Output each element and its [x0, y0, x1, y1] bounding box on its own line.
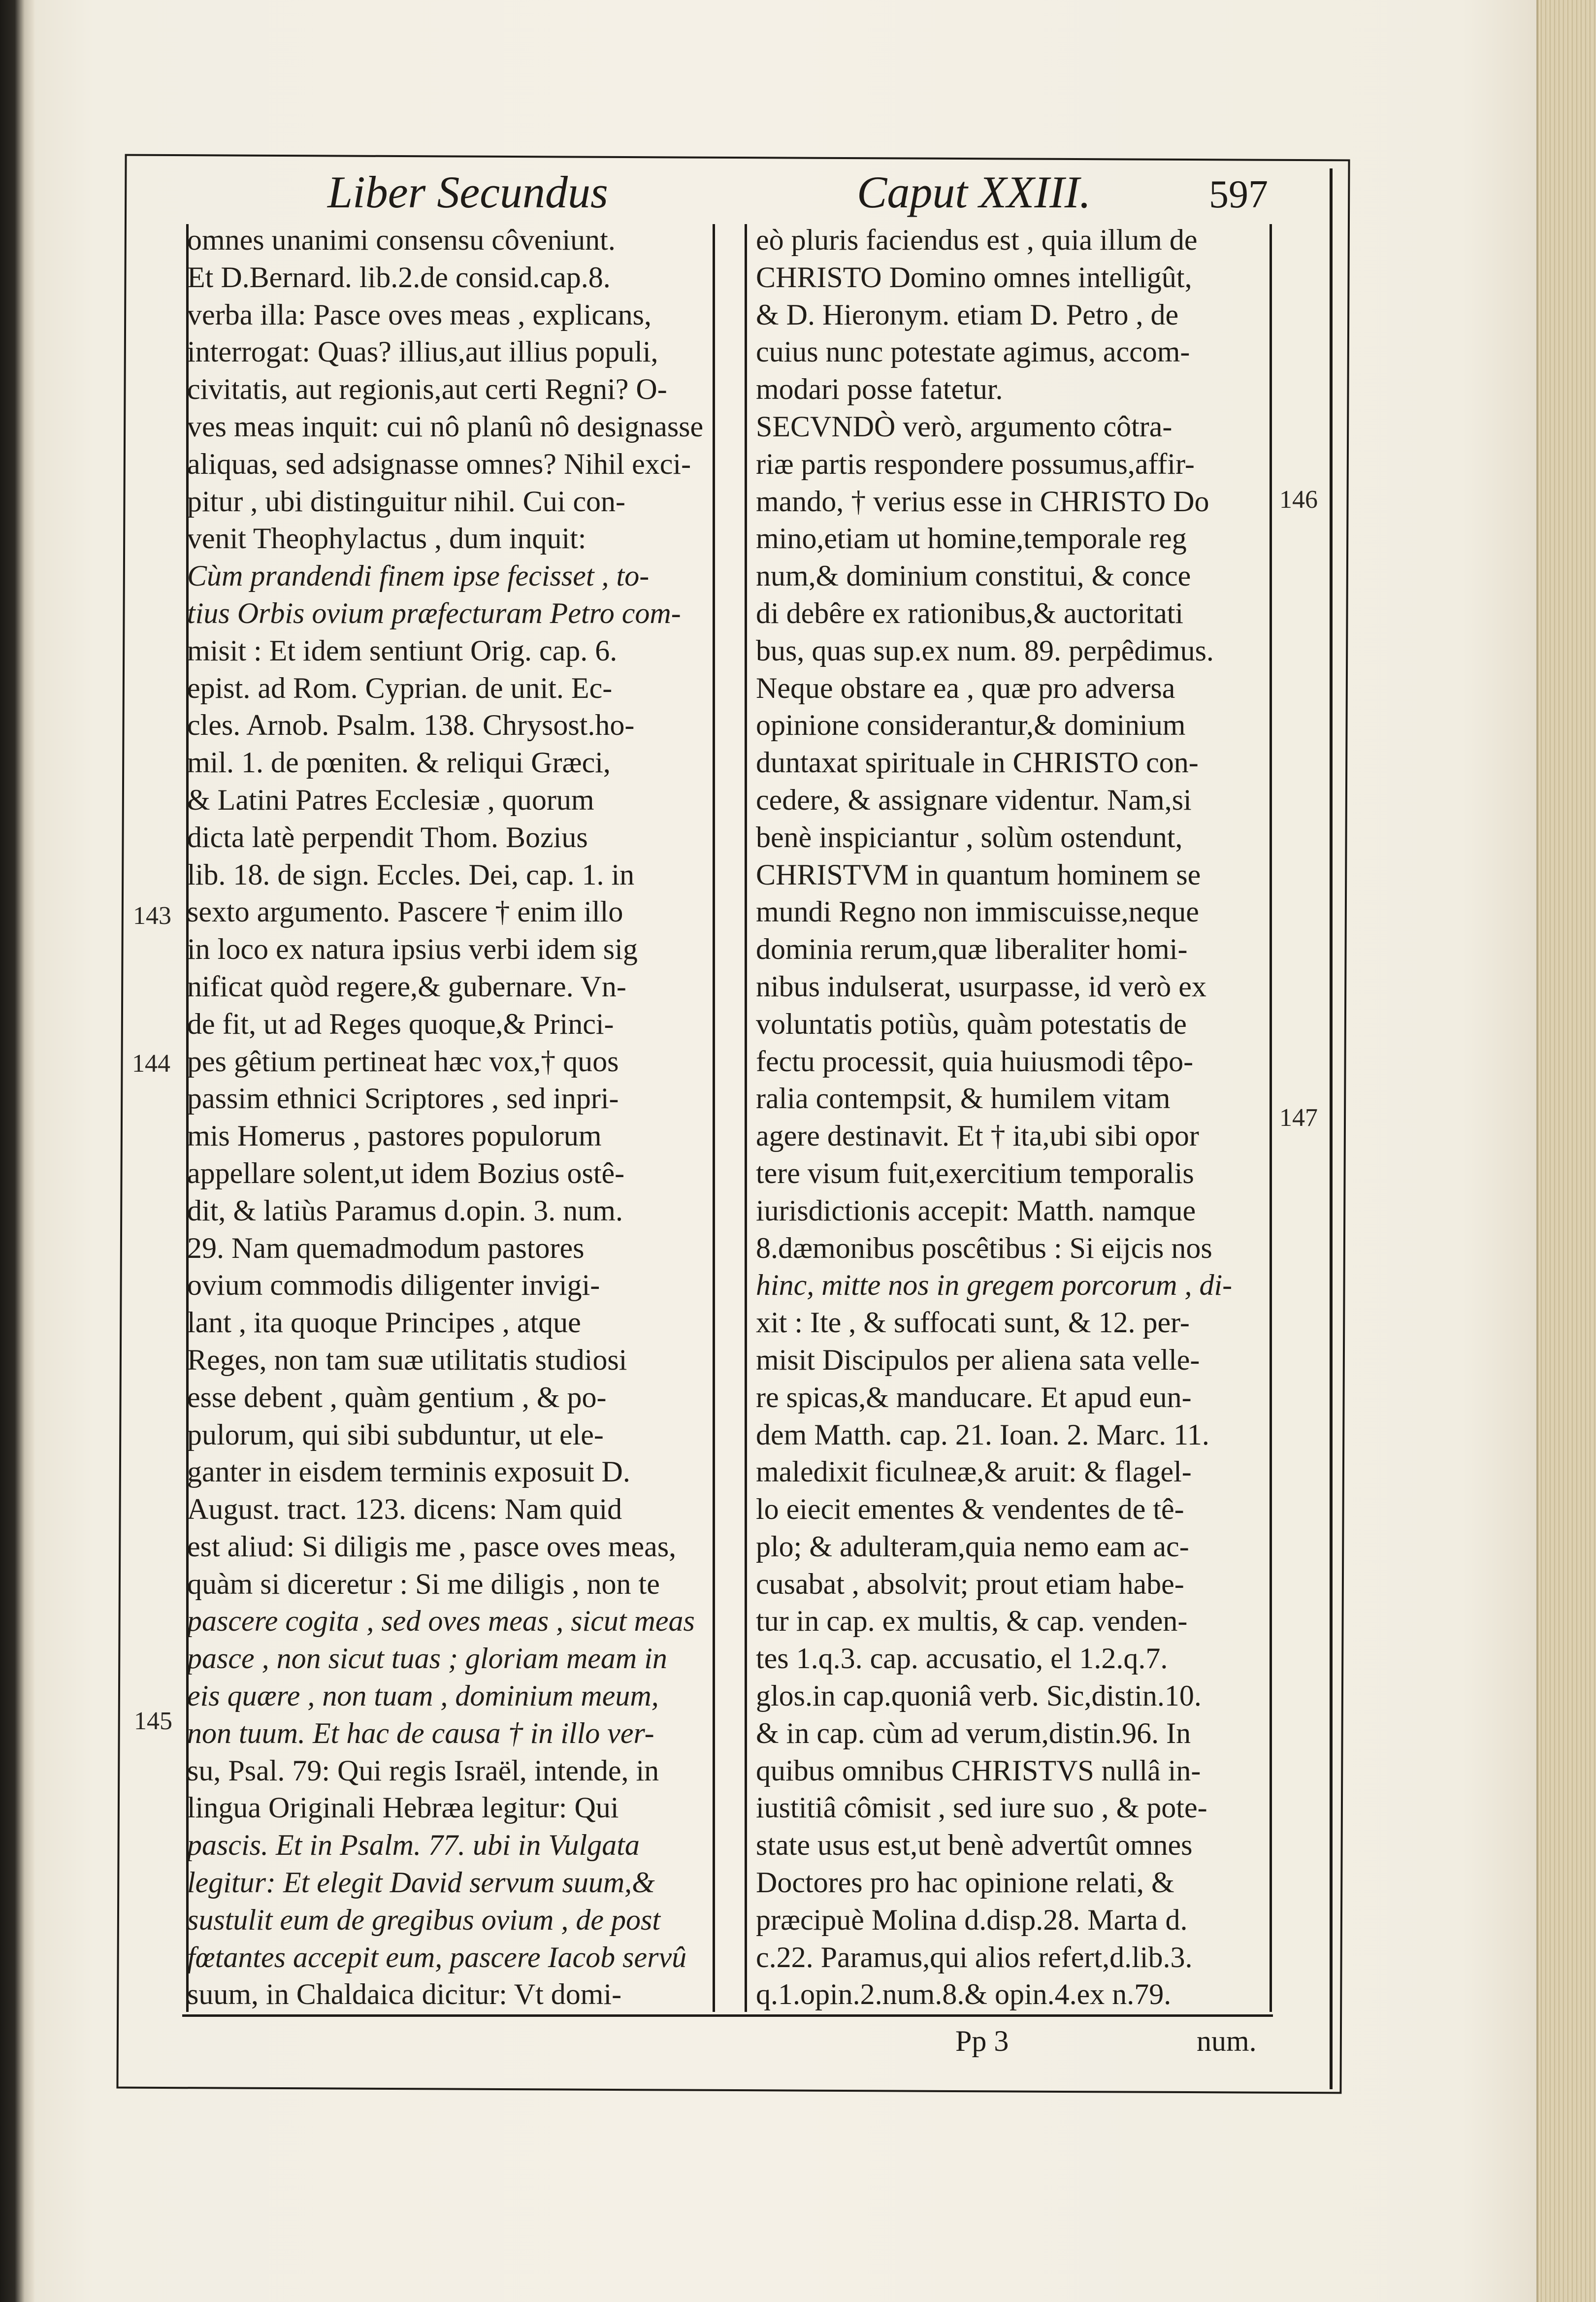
- margin-number: 145: [134, 1707, 172, 1735]
- text-line: suum, in Chaldaica dicitur: Vt domi-: [187, 1978, 622, 2011]
- text-line: lib. 18. de sign. Eccles. Dei, cap. 1. in: [187, 858, 635, 891]
- text-line: ves meas inquit: cui nô planû nô designasse: [187, 410, 704, 443]
- text-line: hinc, mitte nos in gregem porcorum , di-: [756, 1269, 1233, 1302]
- text-line: de fit, ut ad Reges quoque,& Princi-: [187, 1007, 614, 1040]
- text-line: & Latini Patres Ecclesiæ , quorum: [187, 783, 594, 816]
- column-divider-rule: [713, 224, 715, 2012]
- text-line: pulorum, qui sibi subduntur, ut ele-: [187, 1418, 604, 1451]
- text-line: re spicas,& manducare. Et apud eun-: [756, 1381, 1192, 1414]
- catchword: num.: [1197, 2025, 1257, 2057]
- text-line: tes 1.q.3. cap. accusatio, el 1.2.q.7.: [756, 1642, 1168, 1675]
- text-line: mis Homerus , pastores populorum: [187, 1119, 602, 1152]
- text-line: mundi Regno non immiscuisse,neque: [756, 895, 1199, 928]
- text-line: num,& dominium constitui, & conce: [756, 559, 1191, 592]
- text-line: maledixit ficulneæ,& aruit: & flagel-: [756, 1455, 1192, 1488]
- text-line: modari posse fatetur.: [756, 373, 1003, 406]
- text-line: quibus omnibus CHRISTVS nullâ in-: [756, 1754, 1201, 1787]
- text-line: dit, & latiùs Paramus d.opin. 3. num.: [187, 1194, 623, 1227]
- text-line: su, Psal. 79: Qui regis Israël, intende, in: [187, 1754, 659, 1787]
- text-line: venit Theophylactus , dum inquit:: [187, 522, 586, 555]
- column-divider-rule-2: [745, 224, 747, 2012]
- text-line: plo; & adulteram,quia nemo eam ac-: [756, 1530, 1189, 1563]
- text-line: nificat quòd regere,& gubernare. Vn-: [187, 970, 626, 1003]
- bottom-rule: [182, 2014, 1273, 2017]
- text-line: 29. Nam quemadmodum pastores: [187, 1231, 585, 1264]
- text-line: tius Orbis ovium præfecturam Petro com-: [187, 596, 681, 629]
- text-line: pasce , non sicut tuas ; gloriam meam in: [187, 1642, 667, 1675]
- text-line: & in cap. cùm ad verum,distin.96. In: [756, 1716, 1191, 1749]
- text-line: CHRISTVM in quantum hominem se: [756, 858, 1201, 891]
- page-number: 597: [1209, 173, 1268, 216]
- text-line: & D. Hieronym. etiam D. Petro , de: [756, 298, 1179, 331]
- text-line: aliquas, sed adsignasse omnes? Nihil exci-: [187, 447, 691, 480]
- text-line: pascis. Et in Psalm. 77. ubi in Vulgata: [187, 1829, 640, 1862]
- text-line: cusabat , absolvit; prout etiam habe-: [756, 1567, 1184, 1600]
- text-line: dominia rerum,quæ liberaliter homi-: [756, 933, 1188, 966]
- text-line: dicta latè perpendit Thom. Bozius: [187, 821, 588, 854]
- text-line: opinione considerantur,& dominium: [756, 709, 1186, 742]
- text-line: misit : Et idem sentiunt Orig. cap. 6.: [187, 634, 618, 667]
- text-line: pitur , ubi distinguitur nihil. Cui con-: [187, 485, 625, 518]
- left-text-column: [187, 222, 704, 2014]
- text-line: appellare solent,ut idem Bozius ostê-: [187, 1156, 625, 1189]
- text-line: di debêre ex rationibus,& auctoritati: [756, 596, 1184, 629]
- text-line: CHRISTO Domino omnes intelligût,: [756, 261, 1192, 294]
- text-line: in loco ex natura ipsius verbi idem sig: [187, 933, 638, 966]
- text-line: verba illa: Pasce oves meas , explicans,: [187, 298, 652, 331]
- text-line: xit : Ite , & suffocati sunt, & 12. per-: [756, 1306, 1190, 1339]
- text-line: fectu processit, quia huiusmodi têpo-: [756, 1045, 1194, 1078]
- text-line: dem Matth. cap. 21. Ioan. 2. Marc. 11.: [756, 1418, 1209, 1451]
- text-line: Cùm prandendi finem ipse fecisset , to-: [187, 559, 650, 592]
- text-line: voluntatis potiùs, quàm potestatis de: [756, 1007, 1187, 1040]
- text-line: lant , ita quoque Principes , atque: [187, 1306, 581, 1339]
- text-line: agere destinavit. Et † ita,ubi sibi opor: [756, 1119, 1199, 1152]
- text-line: q.1.opin.2.num.8.& opin.4.ex n.79.: [756, 1978, 1172, 2011]
- text-line: ganter in eisdem terminis exposuit D.: [187, 1455, 630, 1488]
- text-line: eis quære , non tuam , dominium meum,: [187, 1679, 659, 1712]
- text-line: eò pluris faciendus est , quia illum de: [756, 224, 1198, 256]
- signature-mark: Pp 3: [955, 2025, 1009, 2057]
- text-line: interrogat: Quas? illius,aut illius populi,: [187, 335, 658, 368]
- text-line: sustulit eum de gregibus ovium , de post: [187, 1903, 661, 1936]
- text-line: tur in cap. ex multis, & cap. venden-: [756, 1605, 1188, 1638]
- text-line: mando, † verius esse in CHRISTO Do: [756, 485, 1209, 518]
- text-line: Neque obstare ea , quæ pro adversa: [756, 671, 1175, 704]
- text-line: cedere, & assignare videntur. Nam,si: [756, 783, 1192, 816]
- text-line: ovium commodis diligenter invigi-: [187, 1269, 600, 1302]
- text-line: sexto argumento. Pascere † enim illo: [187, 895, 623, 928]
- right-column-rule: [1270, 224, 1272, 2012]
- text-line: esse debent , quàm gentium , & po-: [187, 1381, 607, 1414]
- text-line: mino,etiam ut homine,temporale reg: [756, 522, 1187, 555]
- running-head-left: Liber Secundus: [327, 167, 608, 217]
- running-head-right: Caput XXIII.: [857, 167, 1091, 217]
- text-line: ralia contempsit, & humilem vitam: [756, 1082, 1171, 1115]
- text-line: cles. Arnob. Psalm. 138. Chrysost.ho-: [187, 709, 635, 742]
- text-line: pascere cogita , sed oves meas , sicut meas: [187, 1605, 695, 1638]
- text-line: riæ partis respondere possumus,affir-: [756, 447, 1195, 480]
- text-line: non tuum. Et hac de causa † in illo ver-: [187, 1716, 654, 1749]
- margin-number: 144: [132, 1050, 170, 1078]
- text-line: August. tract. 123. dicens: Nam quid: [187, 1493, 622, 1526]
- right-text-column: [756, 222, 1268, 2014]
- text-line: lo eiecit ementes & vendentes de tê-: [756, 1493, 1184, 1526]
- text-line: Et D.Bernard. lib.2.de consid.cap.8.: [187, 261, 611, 294]
- text-line: bus, quas sup.ex num. 89. perpêdimus.: [756, 634, 1214, 667]
- text-line: lingua Originali Hebræa legitur: Qui: [187, 1791, 619, 1824]
- text-line: benè inspiciantur , solùm ostendunt,: [756, 821, 1183, 854]
- text-line: omnes unanimi consensu côveniunt.: [187, 224, 616, 256]
- text-line: tere visum fuit,exercitium temporalis: [756, 1156, 1194, 1189]
- text-line: state usus est,ut benè advertût omnes: [756, 1829, 1193, 1862]
- text-line: passim ethnici Scriptores , sed inpri-: [187, 1082, 619, 1115]
- text-line: quàm si diceretur : Si me diligis , non te: [187, 1567, 660, 1600]
- text-line: misit Discipulos per aliena sata velle-: [756, 1343, 1200, 1376]
- text-line: cuius nunc potestate agimus, accom-: [756, 335, 1190, 368]
- page-edges: [1536, 0, 1596, 2302]
- margin-number: 143: [133, 902, 171, 930]
- margin-number: 147: [1279, 1104, 1318, 1132]
- text-line: glos.in cap.quoniâ verb. Sic,distin.10.: [756, 1679, 1202, 1712]
- text-line: Reges, non tam suæ utilitatis studiosi: [187, 1343, 627, 1376]
- text-line: civitatis, aut regionis,aut certi Regni? O-: [187, 373, 667, 406]
- text-line: nibus indulserat, usurpasse, id verò ex: [756, 970, 1206, 1003]
- text-line: præcipuè Molina d.disp.28. Marta d.: [756, 1903, 1188, 1936]
- text-line: fœtantes accepit eum, pascere Iacob servû: [187, 1940, 687, 1973]
- frame-right-rule: [1330, 168, 1333, 2089]
- text-line: [187, 2013, 704, 2014]
- text-line: legitur: Et elegit David servum suum,&: [187, 1866, 655, 1899]
- text-line: [756, 2013, 1268, 2014]
- text-line: iustitiâ cômisit , sed iure suo , & pote-: [756, 1791, 1207, 1824]
- text-line: est aliud: Si diligis me , pasce oves meas,: [187, 1530, 677, 1563]
- text-line: Doctores pro hac opinione relati, &: [756, 1866, 1174, 1899]
- text-line: mil. 1. de pœniten. & reliqui Græci,: [187, 746, 611, 779]
- text-line: duntaxat spirituale in CHRISTO con-: [756, 746, 1199, 779]
- text-line: 8.dæmonibus poscêtibus : Si eijcis nos: [756, 1231, 1212, 1264]
- text-line: epist. ad Rom. Cyprian. de unit. Ec-: [187, 671, 613, 704]
- text-line: pes gêtium pertineat hæc vox,† quos: [187, 1045, 619, 1078]
- text-line: iurisdictionis accepit: Matth. namque: [756, 1194, 1196, 1227]
- text-line: SECVNDÒ verò, argumento côtra-: [756, 410, 1173, 443]
- text-line: c.22. Paramus,qui alios refert,d.lib.3.: [756, 1940, 1193, 1973]
- margin-number: 146: [1279, 486, 1318, 514]
- book-spine: [0, 0, 34, 2302]
